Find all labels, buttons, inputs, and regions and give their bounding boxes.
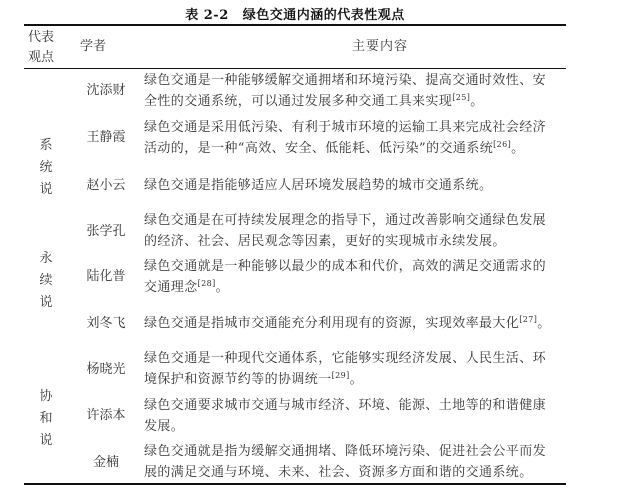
group-char: 说 bbox=[39, 433, 53, 448]
content-text bbox=[144, 117, 566, 159]
header-viewpoint bbox=[28, 28, 64, 68]
content-text bbox=[144, 395, 566, 437]
scholar-name: 赵小云 bbox=[86, 178, 126, 193]
content-line: 绿色交通是一种能够缓解交通拥堵和环境污染、提高交通时效性、安 bbox=[144, 73, 547, 88]
content-line-text: 境保护和资源节约等的协调统一 bbox=[144, 372, 332, 387]
content-line bbox=[144, 369, 566, 390]
content-line: 的经济、社会、居民观念等因素，更好的实现城市永续发展。 bbox=[144, 234, 506, 249]
group-char: 说 bbox=[39, 182, 53, 197]
content-line-end: 。 bbox=[470, 94, 484, 109]
group-label-sustainable bbox=[38, 248, 54, 314]
table-top-rule bbox=[24, 24, 566, 26]
content-text bbox=[144, 175, 566, 196]
group-char: 永 bbox=[39, 251, 53, 266]
content-line: 展的满足交通与环境、未来、社会、资源多方面和谐的交通系统。 bbox=[144, 465, 533, 480]
table-title: 绿色交通内涵的代表性观点 bbox=[242, 8, 405, 23]
header-scholar: 学者 bbox=[80, 39, 107, 54]
content-line-text: 全性的交通系统，可以通过发展多种交通工具来实现 bbox=[144, 94, 453, 109]
scholar-name: 金楠 bbox=[92, 455, 119, 470]
citation-ref: [26] bbox=[493, 140, 512, 149]
content-line-end: 。 bbox=[349, 372, 364, 387]
content-line-text: 交通理念 bbox=[144, 280, 198, 295]
content-text bbox=[144, 313, 566, 334]
content-line-end: 。 bbox=[215, 280, 230, 295]
scholar-name: 张学孔 bbox=[86, 224, 126, 239]
scholar-name: 杨晓光 bbox=[86, 362, 126, 377]
content-line-text: 绿色交通是指城市交通能充分利用现有的资源，实现效率最大化 bbox=[144, 316, 520, 331]
content-line-end: 。 bbox=[511, 141, 525, 156]
citation-ref: [28] bbox=[197, 279, 216, 288]
group-char: 和 bbox=[39, 411, 53, 426]
header-viewpoint-line2: 观点 bbox=[28, 50, 55, 65]
content-line bbox=[144, 138, 566, 159]
content-line: 绿色交通就是一种能够以最少的成本和代价，高效的满足交通需求的 bbox=[144, 259, 547, 274]
content-line: 绿色交通是采用低污染、有利于城市环境的运输工具来完成社会经济 bbox=[144, 120, 547, 135]
content-line: 发展。 bbox=[144, 419, 185, 434]
content-line: 绿色交通是指能够适应人居环境发展趋势的城市交通系统。 bbox=[144, 178, 493, 193]
citation-ref: [25] bbox=[452, 93, 471, 102]
citation-ref: [27] bbox=[519, 315, 538, 324]
group-char: 说 bbox=[39, 295, 53, 310]
group-char: 系 bbox=[39, 138, 53, 153]
content-line: 绿色交通就是指为缓解交通拥堵、降低环境污染、促进社会公平而发 bbox=[144, 444, 547, 459]
content-text bbox=[144, 70, 566, 112]
content-text bbox=[144, 210, 566, 252]
content-text bbox=[144, 256, 566, 298]
scholar-name: 陆化普 bbox=[86, 269, 126, 284]
content-line-end: 。 bbox=[537, 316, 551, 331]
content-line bbox=[144, 313, 566, 334]
group-label-harmony bbox=[38, 386, 54, 452]
content-text bbox=[144, 348, 566, 390]
group-char: 统 bbox=[39, 160, 53, 175]
group-char: 协 bbox=[39, 389, 53, 404]
scholar-name: 沈添财 bbox=[86, 83, 126, 98]
header-viewpoint-line1: 代表 bbox=[28, 30, 55, 45]
scholar-name: 王静霞 bbox=[86, 130, 126, 145]
scholar-name: 许添本 bbox=[86, 408, 126, 423]
group-char: 续 bbox=[39, 273, 53, 288]
content-text bbox=[144, 441, 566, 483]
content-line-text: 活动的，是一种“高效、安全、低能耗、低污染”的交通系统 bbox=[144, 141, 494, 156]
table-bottom-rule bbox=[24, 483, 566, 485]
content-line bbox=[144, 277, 566, 298]
group-label-system bbox=[38, 135, 54, 201]
citation-ref: [29] bbox=[331, 371, 350, 380]
scholar-name: 刘冬飞 bbox=[86, 316, 126, 331]
header-content: 主要内容 bbox=[351, 39, 408, 54]
table-caption bbox=[0, 4, 590, 23]
table-header-rule bbox=[24, 68, 566, 69]
content-line bbox=[144, 91, 566, 112]
content-line: 绿色交通是在可持续发展理念的指导下，通过改善影响交通绿色发展 bbox=[144, 213, 547, 228]
content-line: 绿色交通是一种现代交通体系，它能够实现经济发展、人民生活、环 bbox=[144, 351, 547, 366]
table-number: 表 2-2 bbox=[185, 8, 229, 23]
content-line: 绿色交通要求城市交通与城市经济、环境、能源、土地等的和谐健康 bbox=[144, 398, 547, 413]
